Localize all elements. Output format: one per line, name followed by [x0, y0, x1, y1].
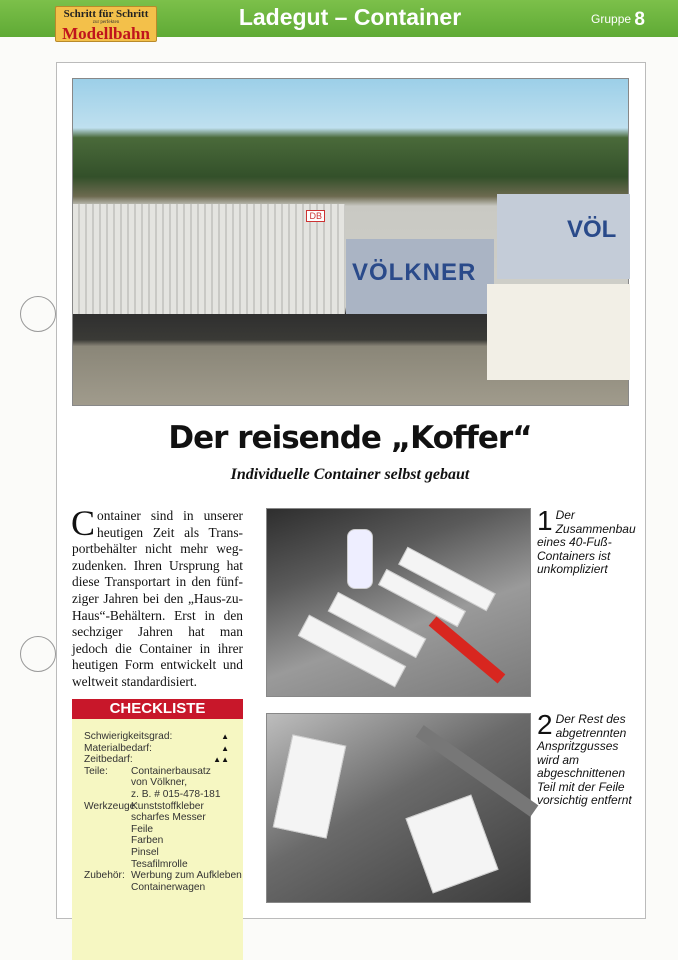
item-label: Teile: — [84, 765, 108, 777]
group-label-text: Gruppe — [591, 12, 632, 26]
body-line: ontainer sind in unserer — [97, 508, 243, 523]
step2-photo — [266, 713, 531, 903]
rating-row — [84, 731, 243, 743]
rating-label: Schwierigkeitsgrad: — [84, 731, 173, 742]
item-value: Werbung zum Aufkleben — [131, 870, 242, 882]
db-logo: DB — [306, 210, 325, 222]
rating-label: Zeitbedarf: — [84, 754, 133, 766]
step-number: 1 — [537, 505, 553, 536]
step1-photo — [266, 508, 531, 697]
group-number: 8 — [634, 9, 645, 30]
rating-triangles: ▲ — [221, 743, 229, 753]
group-label — [591, 9, 645, 31]
item-value: Pinsel — [131, 846, 159, 858]
photo-container-grey — [73, 204, 345, 314]
logo-line1: Schritt für Schritt — [63, 8, 149, 20]
body-line: jedoch die Container in ihrer — [72, 640, 243, 656]
rating-label: Materialbedarf: — [84, 742, 152, 754]
item-value: Kunststoffkleber — [131, 800, 204, 812]
item-label: Zubehör: — [84, 870, 125, 882]
body-line: Haus“-Behältern. Erst in den — [72, 607, 243, 623]
item-value: scharfes Messer — [131, 812, 206, 824]
rating-row — [84, 754, 243, 766]
drop-cap: C — [71, 503, 96, 543]
article-body — [71, 503, 243, 691]
body-line: ziger Jahren bei den „Haus-zu- — [72, 590, 243, 606]
punch-hole — [20, 636, 56, 672]
step-text: Der Zusammenbau eines 40-Fuß-Containers ist unkompliziert — [537, 508, 636, 576]
article-subtitle: Individuelle Container selbst gebaut — [230, 466, 470, 483]
step2-caption — [537, 709, 637, 808]
voelkner-sign-2: VÖL — [567, 216, 617, 243]
magazine-logo — [55, 6, 157, 42]
photo-container-stacked — [497, 194, 630, 279]
checklist-title: CHECKLISTE — [72, 699, 243, 719]
logo-line3: Modellbahn — [62, 24, 150, 43]
step-text: Der Rest des abgetrennten Anspritzgusses wird am abgeschnittenen Teil mit der Feile vorsichtig entfernt — [537, 712, 632, 807]
item-value: Containerwagen — [131, 881, 206, 893]
voelkner-sign: VÖLKNER — [352, 259, 477, 286]
body-line: heutigen Zeit als Trans- — [97, 524, 243, 540]
body-line: zudenken. Ihren Ursprung hat — [72, 557, 243, 573]
photo-container-white — [487, 284, 630, 380]
body-line: sechziger Jahren hat man — [72, 624, 243, 640]
logo-line2: zur perfekten — [92, 20, 120, 25]
rating-triangles: ▲▲ — [213, 755, 229, 765]
body-line: portbehälter nicht mehr weg- — [72, 541, 243, 557]
punch-hole — [20, 296, 56, 332]
rating-triangles: ▲ — [221, 732, 229, 741]
item-value: Farben — [131, 835, 164, 847]
item-value: Tesafilmrolle — [131, 858, 188, 870]
item-value: Feile — [131, 823, 154, 835]
item-label: Werkzeuge: — [84, 800, 139, 812]
step-number: 2 — [537, 709, 553, 740]
article-title: Der reisende „Koffer“ — [168, 420, 532, 456]
page-header — [0, 0, 678, 43]
item-value: von Völkner, — [131, 777, 188, 789]
body-line: weltweit standardisiert. — [72, 673, 197, 689]
item-value: z. B. # 015-478-181 — [131, 788, 221, 800]
section-title: Ladegut – Container — [238, 4, 462, 30]
body-line: diese Transportart in den fünf- — [72, 574, 243, 590]
photo-container-voelkner — [346, 239, 494, 314]
body-line: heutigen Form entwickelt und — [72, 657, 243, 673]
step1-caption — [537, 505, 637, 577]
rating-row — [84, 743, 243, 755]
item-value: Containerbausatz — [131, 765, 211, 777]
checklist-box — [72, 699, 243, 960]
main-photo-container-wagon — [72, 78, 629, 406]
